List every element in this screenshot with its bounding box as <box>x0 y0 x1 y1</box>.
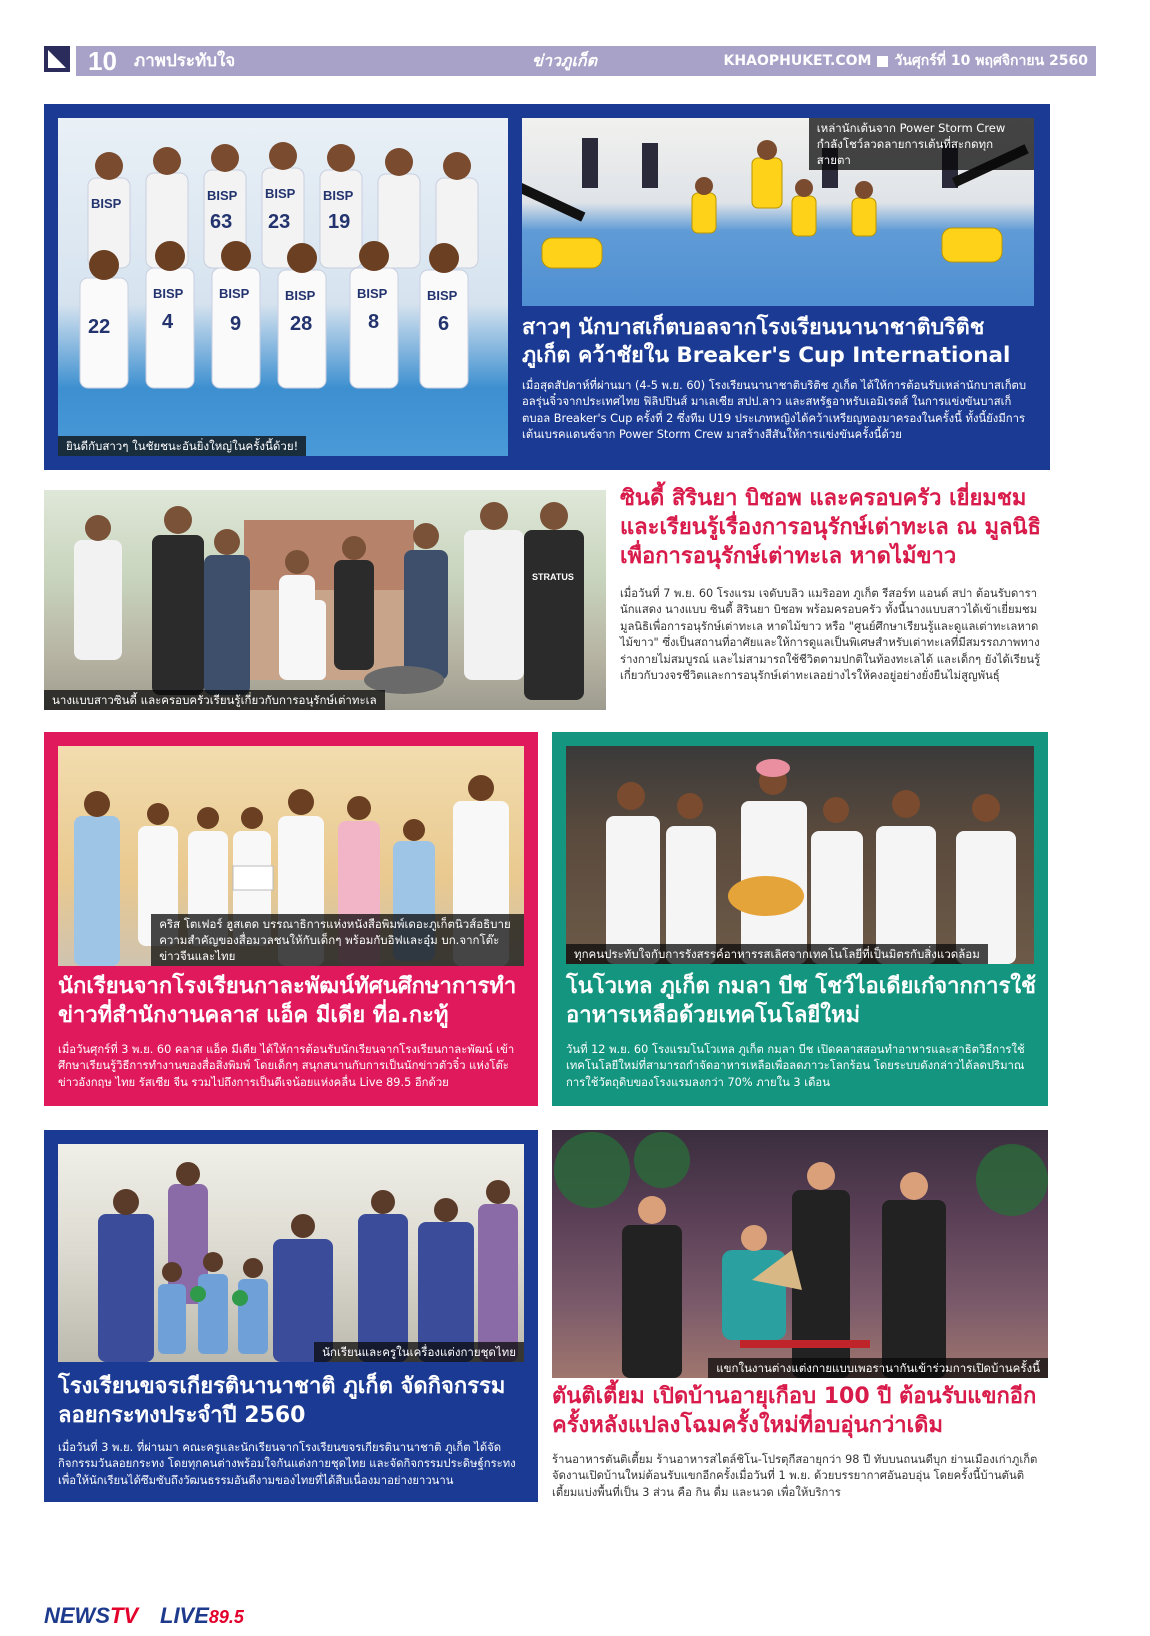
jersey-number: 23 <box>268 211 291 233</box>
story6-title: ตันติเตี้ยม เปิดบ้านอายุเกือบ 100 ปี ต้อนรับแขกอีกครั้งหลังแปลงโฉมครั้งใหม่ที่อบอุ่นกว่าเดิม <box>552 1384 1037 1439</box>
story1-title: สาวๆ นักบาสเก็ตบอลจากโรงเรียนนานาชาติบริติช ภูเก็ต คว้าชัยใน Breaker's Cup International <box>522 315 1011 369</box>
story5-photo <box>58 1144 524 1362</box>
issue-date: วันศุกร์ที่ 10 พฤศจิกายน 2560 <box>894 53 1088 69</box>
story2-group-figures <box>44 490 606 710</box>
footer-live-text: LIVE <box>160 1603 209 1628</box>
story1-left-caption: ยินดีกับสาวๆ ในชัยชนะอันยิ่งใหญ่ในครั้งนี้ด้วย! <box>58 436 306 456</box>
section-title: ภาพประทับใจ <box>134 51 236 71</box>
story5-title: โรงเรียนขจรเกียรตินานาชาติ ภูเก็ต จัดกิจกรรมลอยกระทงประจำปี 2560 <box>58 1374 506 1429</box>
story5-caption: นักเรียนและครูในเครื่องแต่งกายชุดไทย <box>314 1342 524 1362</box>
story2-caption: นางแบบสาวซินดี้ และครอบครัวเรียนรู้เกี่ยวกับการอนุรักษ์เต่าทะเล <box>44 690 385 710</box>
jersey-label: BISP <box>427 288 458 303</box>
shirt-label: STRATUS <box>532 572 574 582</box>
story6-body: ร้านอาหารตันติเตี้ยม ร้านอาหารสไตล์ชิโน-โปรตุกีสอายุกว่า 98 ปี ทับบนถนนดีบุก ย่านเมืองเก่าภูเก็ต จัดงานเปิดบ้านใหม่ต้อนรับแขกอีกครั้งเมื่อวันที่ 1 พ.ย. ด้วยบรรยากาศอันอบอุ่น โดยครั้งนี้บ้านตันติเตี้ยมแบ่งพื้นที่เป็น 3 ส่วน คือ กิน ดื่ม และนวด เพื่อให้บริการ <box>552 1453 1038 1499</box>
jersey-number: 63 <box>210 211 233 233</box>
story2-body: เมื่อวันที่ 7 พ.ย. 60 โรงแรม เจดับบลิว แมริออท ภูเก็ต รีสอร์ท แอนด์ สปา ต้อนรับดารานักแสดง นางแบบ ซินดี้ สิรินยา บิชอพ พร้อมครอบครัว ทั้งนี้นางแบบสาวได้เข้าเยี่ยมชมมูลนิธิเพื่อการอนุรักษ์เต่าทะเล หาดไม้ขาว หรือ "ศูนย์ศึกษาเรียนรู้และดูแลเต่าทะเลหาดไม้ขาว" ซึ่งเป็นสถานที่อาศัยและให้การดูแลเป็นพิเศษสำหรับเต่าทะเลที่มีสมรรถภาพทางร่างกายไม่สมบูรณ์ และไม่สามารถใช้ชีวิตตามปกติในท้องทะเลได้ และเด็กๆ ยังได้เรียนรู้เกี่ยวกับวงจรชีวิตและการอนุรักษ์เต่าทะเลอย่างไรให้คงอยู่อย่างยั่งยืนไม่สูญพันธุ์ <box>620 587 1041 682</box>
story2-photo <box>44 490 606 710</box>
footer-live-logo[interactable] <box>160 1603 244 1629</box>
story1-team-photo <box>58 118 508 456</box>
footer-tv-text: TV <box>110 1603 139 1628</box>
story6-photo <box>552 1130 1048 1378</box>
footer-news-text: NEWS <box>44 1603 110 1628</box>
jersey-number: 8 <box>368 311 380 333</box>
story4-title: โนโวเทล ภูเก็ต กมลา บีช โชว์ไอเดียเก๋จากการใช้อาหารเหลือด้วยเทคโนโลยีใหม่ <box>566 974 1036 1029</box>
story3-title: นักเรียนจากโรงเรียนกาละพัฒน์ทัศนศึกษาการทำข่าวที่สำนักงานคลาส แอ็ค มีเดีย ที่อ.กะทู้ <box>58 974 517 1029</box>
jersey-label: BISP <box>265 186 296 201</box>
team-photo-figures <box>58 118 508 456</box>
story6-caption: แขกในงานต่างแต่งกายแบบเพอรานากันเข้าร่วมการเปิดบ้านครั้งนี้ <box>708 1358 1048 1378</box>
story6-group-figures <box>552 1130 1048 1378</box>
story4-photo <box>566 746 1034 964</box>
jersey-number: 4 <box>162 311 174 333</box>
header-site-date <box>724 46 1088 76</box>
story3-caption: คริส โตเฟอร์ ฮูสเตด บรรณาธิการแห่งหนังสือพิมพ์เดอะภูเก็ตนิวส์อธิบายความสำคัญของสื่อมวลชนให้กับเด็กๆ พร้อมกับอิฟและอุ๋ม บก.จากโต๊ะข่าวจีนและไทย <box>151 914 524 966</box>
story4-body: วันที่ 12 พ.ย. 60 โรงแรมโนโวเทล ภูเก็ต กมลา บีช เปิดคลาสสอนทำอาหารและสาธิตวิธีการใช้เทคโนโลยีใหม่ที่สามารถกำจัดอาหารเหลือเพื่อลดภาวะโลกร้อน โดยระบบดังกล่าวได้ลดปริมาณการใช้วัตถุดิบของโรงแรมลงกว่า 70% ภายใน 3 เดือน <box>566 1043 1025 1089</box>
story3-body: เมื่อวันศุกร์ที่ 3 พ.ย. 60 คลาส แอ็ค มีเดีย ได้ให้การต้อนรับนักเรียนจากโรงเรียนกาละพัฒน์ เข้าศึกษาเรียนรู้วิธีการทำงานของสื่อสิ่งพิมพ์ โดยเด็กๆ สนุกสนานกับการเป็นนักข่าวตัวจิ๋ว แห่งโต๊ะข่าวอังกฤษ ไทย รัสเซีย จีน รวมไปถึงการเป็นดีเจน้อยแห่งคลื่น Live 89.5 อีกด้วย <box>58 1043 515 1089</box>
separator-square-icon <box>877 56 888 67</box>
story1-dancers-photo <box>522 118 1034 306</box>
jersey-label: BISP <box>219 286 250 301</box>
header-corner-mark <box>44 46 70 72</box>
jersey-label: BISP <box>91 196 122 211</box>
story5-body: เมื่อวันที่ 3 พ.ย. ที่ผ่านมา คณะครูและนักเรียนจากโรงเรียนขจรเกียรตินานาชาติ ภูเก็ต ได้จัดกิจกรรมวันลอยกระทง โดยทุกคนต่างพร้อมใจกันแต่งกายชุดไทย และจัดกิจกรรมประดิษฐ์กระทงเพื่อให้นักเรียนได้ซึมซับถึงวัฒนธรรมอันดีงามของไทยที่ได้สืบเนื่องมาอย่างยาวนาน <box>58 1441 516 1487</box>
story4-group-figures <box>566 746 1034 964</box>
story5-group-figures <box>58 1144 524 1362</box>
story1-body: เมื่อสุดสัปดาห์ที่ผ่านมา (4-5 พ.ย. 60) โรงเรียนนานาชาติบริติช ภูเก็ต ได้ให้การต้อนรับเหล่านักบาสเก็ตบอลรุ่นจิ๋วจากประเทศไทย ฟิลิปปินส์ มาเลเซีย สปป.ลาว และสหรัฐอาหรับเอมิเรตส์ ในการแข่งขันบาสเก็ตบอล Breaker's Cup ครั้งที่ 2 ซึ่งทีม U19 ประเภทหญิงได้คว้าเหรียญทองมาครองในครั้งนี้ ทั้งนี้ยังมีการเต้นเบรคแดนซ์จาก Power Storm Crew มาสร้างสีสันให้การแข่งขันครั้งนี้ด้วย <box>522 379 1027 442</box>
story2-title: ซินดี้ สิรินยา บิชอพ และครอบครัว เยี่ยมชมและเรียนรู้เรื่องการอนุรักษ์เต่าทะเล ณ มูลนิธิเพื่อการอนุรักษ์เต่าทะเล หาดไม้ขาว <box>620 486 1041 570</box>
jersey-number: 28 <box>290 313 313 335</box>
jersey-label: BISP <box>323 188 354 203</box>
jersey-number: 22 <box>88 316 111 338</box>
masthead-logo: ข่าวภูเก็ต <box>532 51 597 70</box>
page-number: 10 <box>88 46 117 76</box>
footer-newstv-logo[interactable] <box>44 1603 138 1629</box>
jersey-label: BISP <box>153 286 184 301</box>
footer-frequency-text: 89.5 <box>208 1607 244 1627</box>
jersey-number: 19 <box>328 211 351 233</box>
story1-right-caption: เหล่านักเต้นจาก Power Storm Crew กำลังโชว์ลวดลายการเต้นที่สะกดทุกสายตา <box>809 118 1034 170</box>
jersey-label: BISP <box>207 188 238 203</box>
jersey-number: 6 <box>438 313 450 335</box>
jersey-label: BISP <box>285 288 316 303</box>
story3-photo <box>58 746 524 966</box>
jersey-label: BISP <box>357 286 388 301</box>
site-url[interactable]: KHAOPHUKET.COM <box>723 53 872 69</box>
story4-caption: ทุกคนประทับใจกับการรังสรรค์อาหารรสเลิศจากเทคโนโลยีที่เป็นมิตรกับสิ่งแวดล้อม <box>566 944 988 964</box>
jersey-number: 9 <box>230 313 242 335</box>
